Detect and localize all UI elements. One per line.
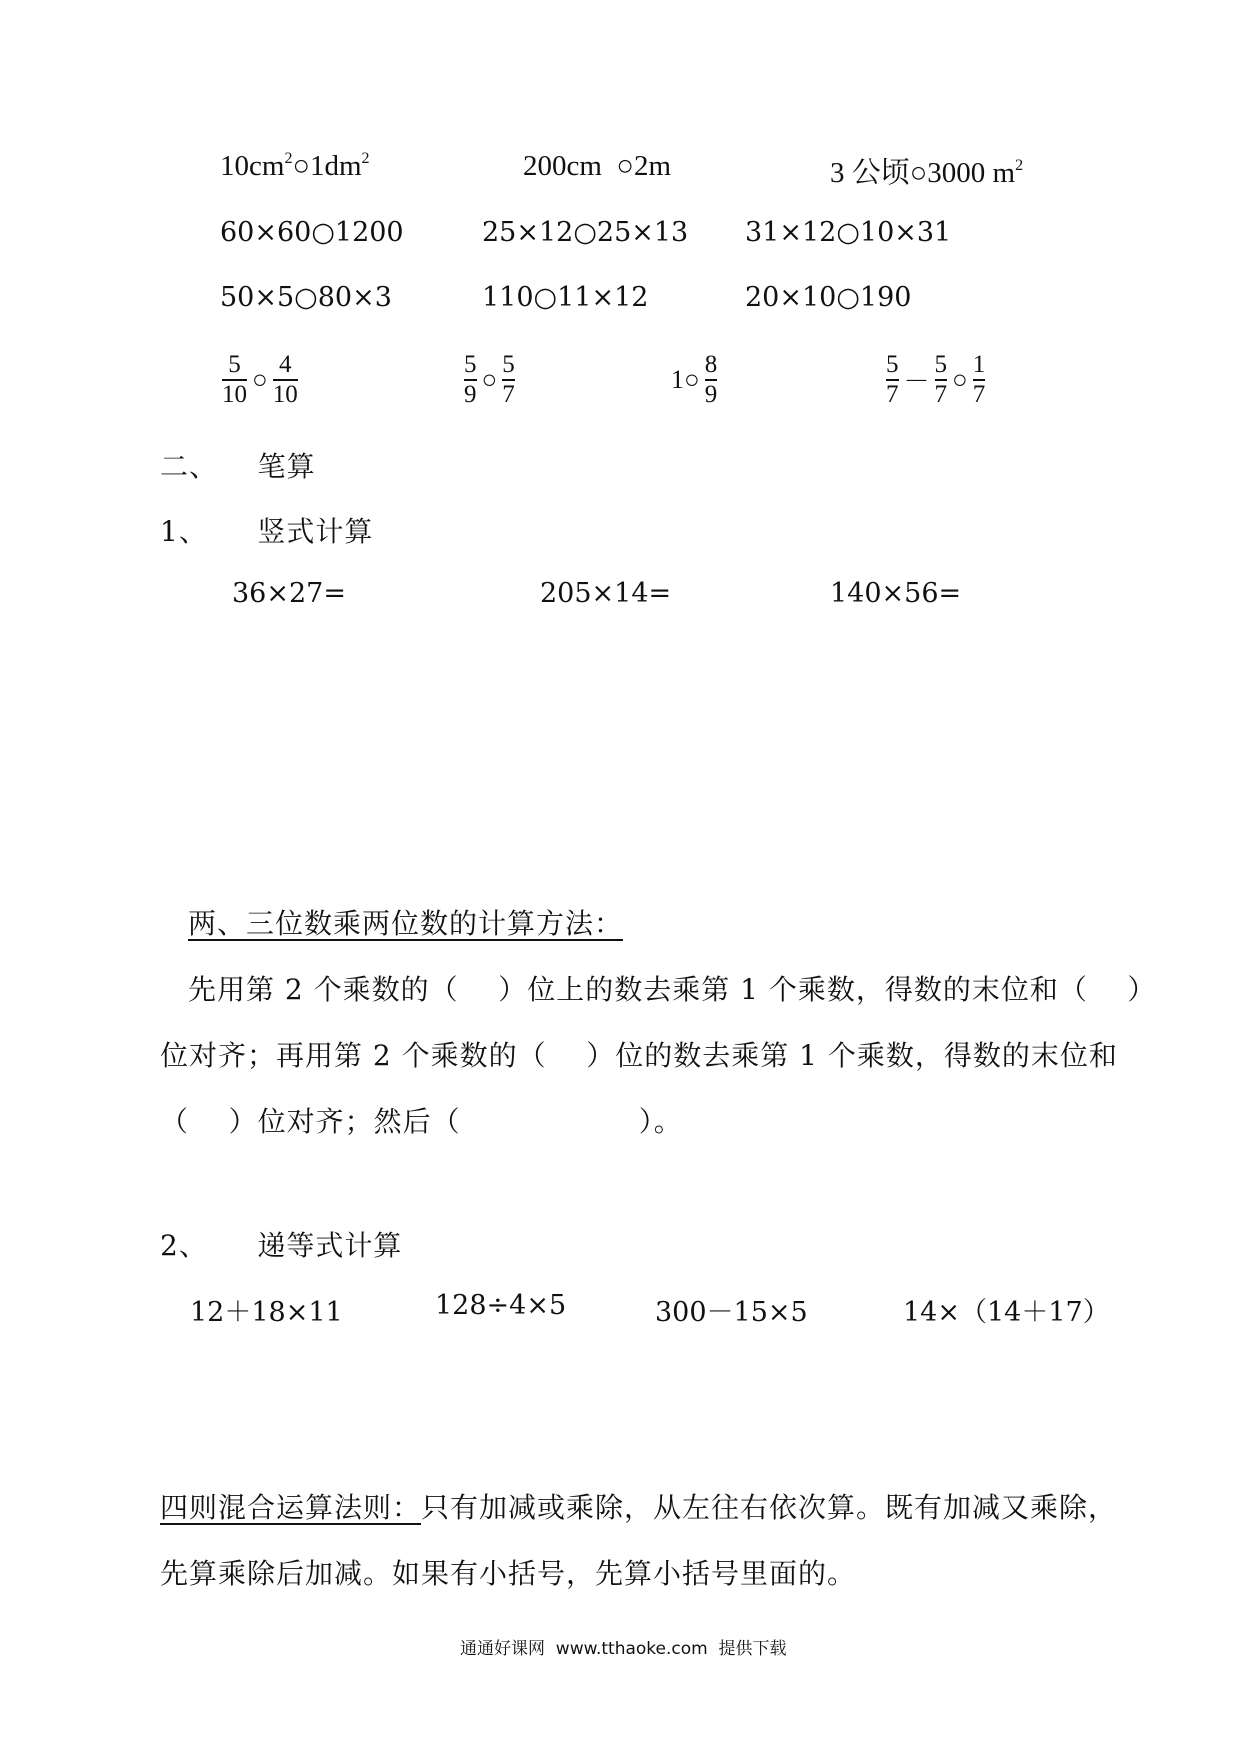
stepwise-problem-3: 300－15×5 — [655, 1297, 808, 1328]
denominator: 7 — [502, 380, 515, 408]
fraction-compare-4 — [884, 352, 987, 408]
compare-circle: ○ — [481, 364, 498, 394]
fraction-compare-1 — [220, 352, 300, 408]
method-text-line-2: 位对齐；再用第 2 个乘数的（ ）位的数去乘第 1 个乘数，得数的末位和 — [160, 1039, 1118, 1072]
comparison-r3-2: 110○11×12 — [482, 282, 649, 313]
rule-line-2: 先算乘除后加减。如果有小括号，先算小括号里面的。 — [160, 1557, 857, 1590]
vertical-problem-2: 205×14= — [540, 578, 672, 609]
rule-text: 只有加减或乘除，从左往右依次算。既有加减又乘除， — [421, 1491, 1118, 1524]
footer-credit: 通通好课网 www.tthaoke.com 提供下载 — [460, 1639, 787, 1659]
comparison-text: ○1dm — [292, 150, 362, 182]
rule-line-1 — [160, 1486, 1117, 1526]
denominator: 7 — [886, 380, 899, 408]
vertical-problem-3: 140×56= — [830, 578, 962, 609]
compare-lead: 1○ — [671, 364, 700, 394]
minus-sign: － — [903, 367, 930, 397]
superscript: 2 — [284, 150, 293, 167]
method-title: 两、三位数乘两位数的计算方法： — [188, 907, 624, 940]
numerator: 5 — [502, 351, 515, 378]
numerator: 1 — [972, 351, 986, 378]
comparison-r3-3: 20×10○190 — [745, 282, 912, 313]
stepwise-problem-2: 128÷4×5 — [435, 1290, 567, 1321]
denominator: 9 — [464, 380, 477, 408]
comparison-units-1 — [220, 150, 370, 183]
subsection-stepwise-calc: 2、 递等式计算 — [160, 1229, 403, 1262]
comparison-text: 3 公顷○3000 m — [830, 157, 1016, 189]
comparison-text: 10cm — [220, 150, 285, 182]
stepwise-problem-1: 12＋18×11 — [190, 1297, 343, 1328]
comparison-units-2: 200cm ○2m — [523, 150, 672, 182]
compare-circle: ○ — [952, 364, 968, 394]
vertical-problem-1: 36×27= — [232, 578, 346, 609]
comparison-r3-1: 50×5○80×3 — [220, 282, 392, 313]
numerator: 5 — [228, 351, 241, 378]
denominator: 9 — [704, 380, 718, 408]
numerator: 5 — [886, 351, 899, 378]
denominator: 10 — [272, 380, 298, 408]
denominator: 7 — [972, 380, 986, 408]
denominator: 10 — [222, 380, 247, 408]
fraction — [886, 352, 899, 408]
numerator: 5 — [934, 351, 948, 378]
fraction-compare-2 — [462, 352, 517, 408]
subsection-vertical-calc: 1、 竖式计算 — [160, 515, 374, 548]
fraction — [502, 352, 515, 408]
method-text-line-3: （ ）位对齐；然后（ ）。 — [160, 1105, 683, 1138]
fraction-compare-3 — [668, 352, 719, 408]
denominator: 7 — [934, 380, 948, 408]
compare-circle: ○ — [252, 364, 268, 394]
superscript: 2 — [1015, 157, 1024, 174]
fraction — [222, 352, 247, 408]
fraction — [464, 352, 477, 408]
comparison-r2-2: 25×12○25×13 — [482, 217, 689, 248]
fraction — [705, 352, 718, 408]
comparison-r2-1: 60×60○1200 — [220, 217, 404, 248]
fraction — [973, 352, 986, 408]
method-text-line-1: 先用第 2 个乘数的（ ）位上的数去乘第 1 个乘数，得数的末位和（ ） — [188, 973, 1157, 1006]
fraction — [273, 352, 298, 408]
comparison-r2-3: 31×12○10×31 — [745, 217, 952, 248]
comparison-units-3 — [830, 150, 1023, 191]
section-title-written-calc: 二、 笔算 — [160, 450, 316, 483]
stepwise-problem-4: 14×（14＋17） — [903, 1297, 1110, 1328]
rule-title: 四则混合运算法则： — [160, 1491, 422, 1524]
fraction — [935, 352, 948, 408]
superscript: 2 — [361, 150, 370, 167]
numerator: 5 — [464, 351, 477, 378]
numerator: 4 — [278, 351, 292, 378]
numerator: 8 — [704, 351, 718, 378]
